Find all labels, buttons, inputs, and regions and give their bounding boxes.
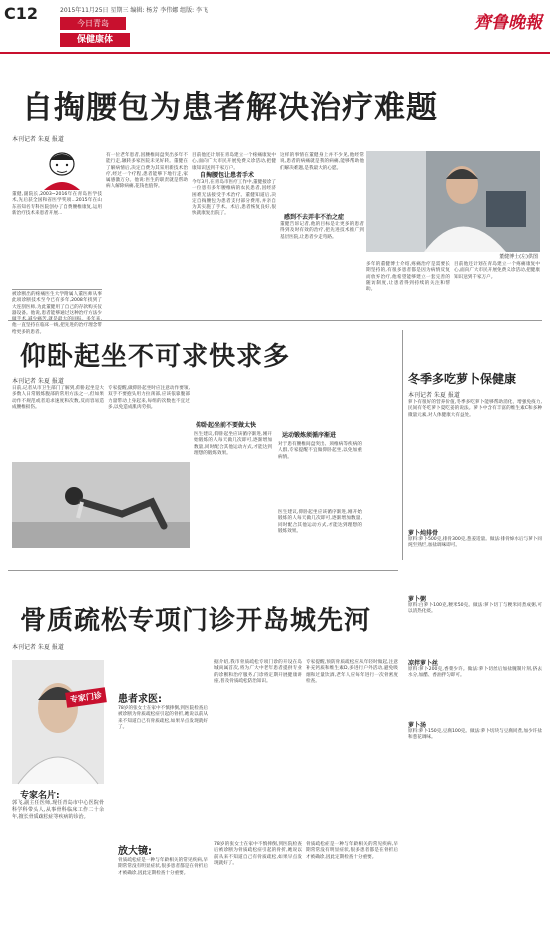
article2-text-c: 医生建议,仰卧起坐应该循序渐进,刚开始锻炼的人每天做几次即可,逐渐增加数量,同时配合其他运动方式,才能达到理想的锻炼效果。 [194, 432, 272, 456]
article1-text-g: 目前他还计划在青岛建立一个疼痛康复中心,面向广大市民开展免费义诊活动,把健康知识送到千家万户。 [454, 262, 540, 280]
article3-headline: 骨质疏松专项门诊开岛城先河 [20, 606, 372, 636]
section-tag-health: 保健康体 [60, 33, 130, 47]
section-divider [8, 320, 542, 321]
article2-subhead-2: 运动锻炼须循序渐进 [282, 432, 337, 439]
article2-text-d: 对于患有腰椎间盘突出、颈椎病等疾病的人群,专家提醒不宜做仰卧起坐,以免加重病情。 [278, 442, 362, 460]
article1-headline: 自掏腰包为患者解决治疗难题 [22, 90, 438, 126]
article3-byline: 本刊记者 朱夏 报道 [12, 644, 64, 651]
header-rule [0, 52, 550, 54]
patient-body: 78岁的张女士在家中不慎摔倒,到医院检查后被诊断为骨质疏松症引起的骨折,她说以前从来不知道自己有骨质疏松,如果早点发现就好了。 [118, 706, 208, 730]
article2-headline: 仰卧起坐不可求快求多 [20, 342, 291, 372]
newspaper-logo: 齊鲁晚報 [474, 13, 542, 33]
article1-lede: 董健,副院长,2003~2016年在青岛医学技术,先后获全国和省医学奖项...2015年在山东省知名专科医院创办了自费腰椎康复,运用新治疗技术来患者开展... [12, 192, 102, 216]
expert-clinic-stamp: 专家门诊 [65, 687, 107, 707]
sidebar-item2-head: 萝卜粥 [408, 596, 427, 603]
expert-portrait [12, 660, 104, 784]
article1-byline: 本刊记者 朱夏 报道 [12, 136, 64, 143]
article1-text-e: 董健告诉记者,他的目标是让更多的患者得到及时有效的治疗,把先进技术推广到基层医院,让患者少走弯路。 [280, 222, 364, 240]
section-divider-2 [8, 570, 398, 571]
article1-text-a: 被诊断出的疼痛医生大学附属人董医师从事此项诊断技术至今已有多年,2008年找到了大连刮医师,为此董健用了自己的存款购买仪器设备。他说,患者能够通过这种治疗方法少 他一直坚持在临床一线,把先进的治疗理念带给更多的患者。 [12, 292, 102, 335]
article3-text-a: 据介绍,我市骨质疏松专项门诊的开设在岛城尚属首次,将为广大中老年患者提供专业的诊断和治疗服务,门诊将定期开展健康讲座,普及骨质疏松防治知识。 [214, 660, 302, 684]
article3-text-d: 骨质疏松症是一种与年龄相关的常见疾病,早期常常没有明显症状,很多患者都是在骨折后才被确诊,因此定期检查十分重要。 [306, 842, 398, 860]
patient-head: 患者求医: [118, 694, 162, 705]
expert-card-title: 专家名片: [20, 791, 60, 801]
caricature-portrait-icon [22, 150, 102, 190]
magnifier-head: 放大镜: [118, 846, 152, 857]
sidebar-item4-body: 原料:萝卜150克,豆腐100克。做法:萝卜切块与豆腐同煮,加少许盐和葱花调味。 [408, 729, 542, 741]
article2-subhead-1: 仰卧起坐前不要做太快 [196, 422, 257, 429]
article1-text-c: 今年3月,在青岛市医疗工作中,董健接诊了一位患有多年腰椎病的农民患者,因经济困难无法接受手术治疗。董健知道后,决定自掏腰包为患者支付部分费用,并亲自为其实施了手术。术后,患者恢复良好,很快就康复出院了。 [192, 180, 276, 217]
photo-caption: 董健博士(左)供图 [499, 254, 538, 260]
sidebar-title: 冬季多吃萝卜保健康 [408, 372, 517, 386]
section-tag-today: 今日青岛 [60, 17, 126, 30]
magnifier-body: 骨质疏松症是一种与年龄相关的常见疾病,早期常常没有明显症状,很多患者都是在骨折后才被确诊,因此定期检查十分重要。 [118, 858, 208, 876]
article1-subhead-1: 自掏腰包让患者手术 [200, 172, 255, 179]
page-number: C12 [4, 4, 39, 23]
article1-text-f: 多年的董健博士介绍,疼痛治疗是需要长期坚持的,有很多患者都是因为病情反复而放弃治疗,他希望能够建立一套完善的随访制度,让患者得到持续的关注和帮助。 [366, 262, 450, 293]
article2-byline: 本刊记者 朱夏 报道 [12, 378, 64, 385]
article3-text-c: 78岁的张女士在家中不慎摔倒,到医院检查后被诊断为骨质疏松症引起的骨折,她说以前从来不知道自己有骨质疏松,如果早点发现就好了。 [214, 842, 302, 866]
article2-text-e: 医生建议,仰卧起坐应该循序渐进,刚开始锻炼的人每天做几次即可,逐渐增加数量,同时配合其他运动方式,才能达到理想的锻炼效果。 [278, 510, 362, 534]
sidebar-item3-head: 凉拌萝卜丝 [408, 660, 439, 667]
article1-text-b: 有一位老年患者,因腰椎间盘突出多年不能行走,辗转多家医院未见好转。董健在了解病情后,决定自费为其采用新技术治疗,经过一个疗程,患者能够下地行走,家属感激万分。他说:医生的职责就是帮助病人解除病痛,花钱也值得。 [106, 153, 188, 190]
sidebar-item2-body: 原料:白萝卜100克,粳米50克。做法:萝卜切丁与粳米同煮成粥,可以清热化痰。 [408, 603, 542, 615]
expert-card-body: 郭飞,副主任医师,现任青岛市中心医院骨科学科带头人,从事骨科临床工作二十余年,擅长骨质疏松症等疾病的诊治。 [12, 800, 104, 820]
article3-text-b: 专家提醒,预防骨质疏松应从年轻时做起,注意补充钙质和维生素D,多进行户外活动,避免吸烟和过量饮酒,老年人应每年进行一次骨密度检查。 [306, 660, 398, 684]
sidebar-intro: 萝卜有很好的营养价值,冬季多吃萝卜能够帮助消化、增强免疫力,民间有冬吃萝卜夏吃姜的说法。萝卜中含有丰富的维生素C和多种微量元素,对人体健康大有益处。 [408, 400, 542, 418]
divider [12, 289, 102, 290]
sidebar-byline: 本刊记者 朱夏 报道 [408, 392, 460, 399]
article2-text-a: 日前,记者从市卫生部门了解到,仰卧起坐是大多数人日常锻炼腹部的常用方法之一,但如果动作不规范或者追求速度和次数,反而容易造成腰椎损伤。 [12, 386, 104, 410]
sidebar-item3-body: 原料:萝卜200克,香菜少许。做法:萝卜切丝后加盐腌制片刻,挤去水分,加醋、香油拌匀即可。 [408, 667, 542, 679]
sidebar-item1-body: 原料:萝卜500克,排骨300克,葱姜适量。做法:排骨焯水后与萝卜同炖至熟烂,加盐调味即可。 [408, 537, 542, 549]
sidebar-item4-head: 萝卜汤 [408, 722, 427, 729]
article1-text-b2: 目前他还计划在青岛建立一个疼痛康复中心,面向广大市民开展免费义诊活动,把健康知识送到千家万户。 [192, 153, 276, 171]
article1-subhead-2: 感到不去弄非不治之症 [284, 214, 345, 221]
article1-text-d: 这样的事情在董健身上并不少见,他经常说,患者的病痛就是我的病痛,能够帮助他们解决难题,是我最大的心愿。 [280, 153, 364, 171]
doctor-photo [366, 151, 540, 252]
sidebar-rule [402, 330, 403, 560]
date-editor-line: 2015年11月25日 星期三 编辑: 杨芳 李伟娜 组版: 李飞 [60, 7, 209, 14]
article2-text-b: 专家提醒,做仰卧起坐时应注意动作要领,双手不要抱头用力拉颈部,应该依靠腹部力量带动上身起来,每组的次数也不宜过多,以免造成肌肉劳损。 [108, 386, 190, 410]
situp-photo [12, 462, 190, 548]
sidebar-item1-head: 萝卜炖排骨 [408, 530, 439, 537]
